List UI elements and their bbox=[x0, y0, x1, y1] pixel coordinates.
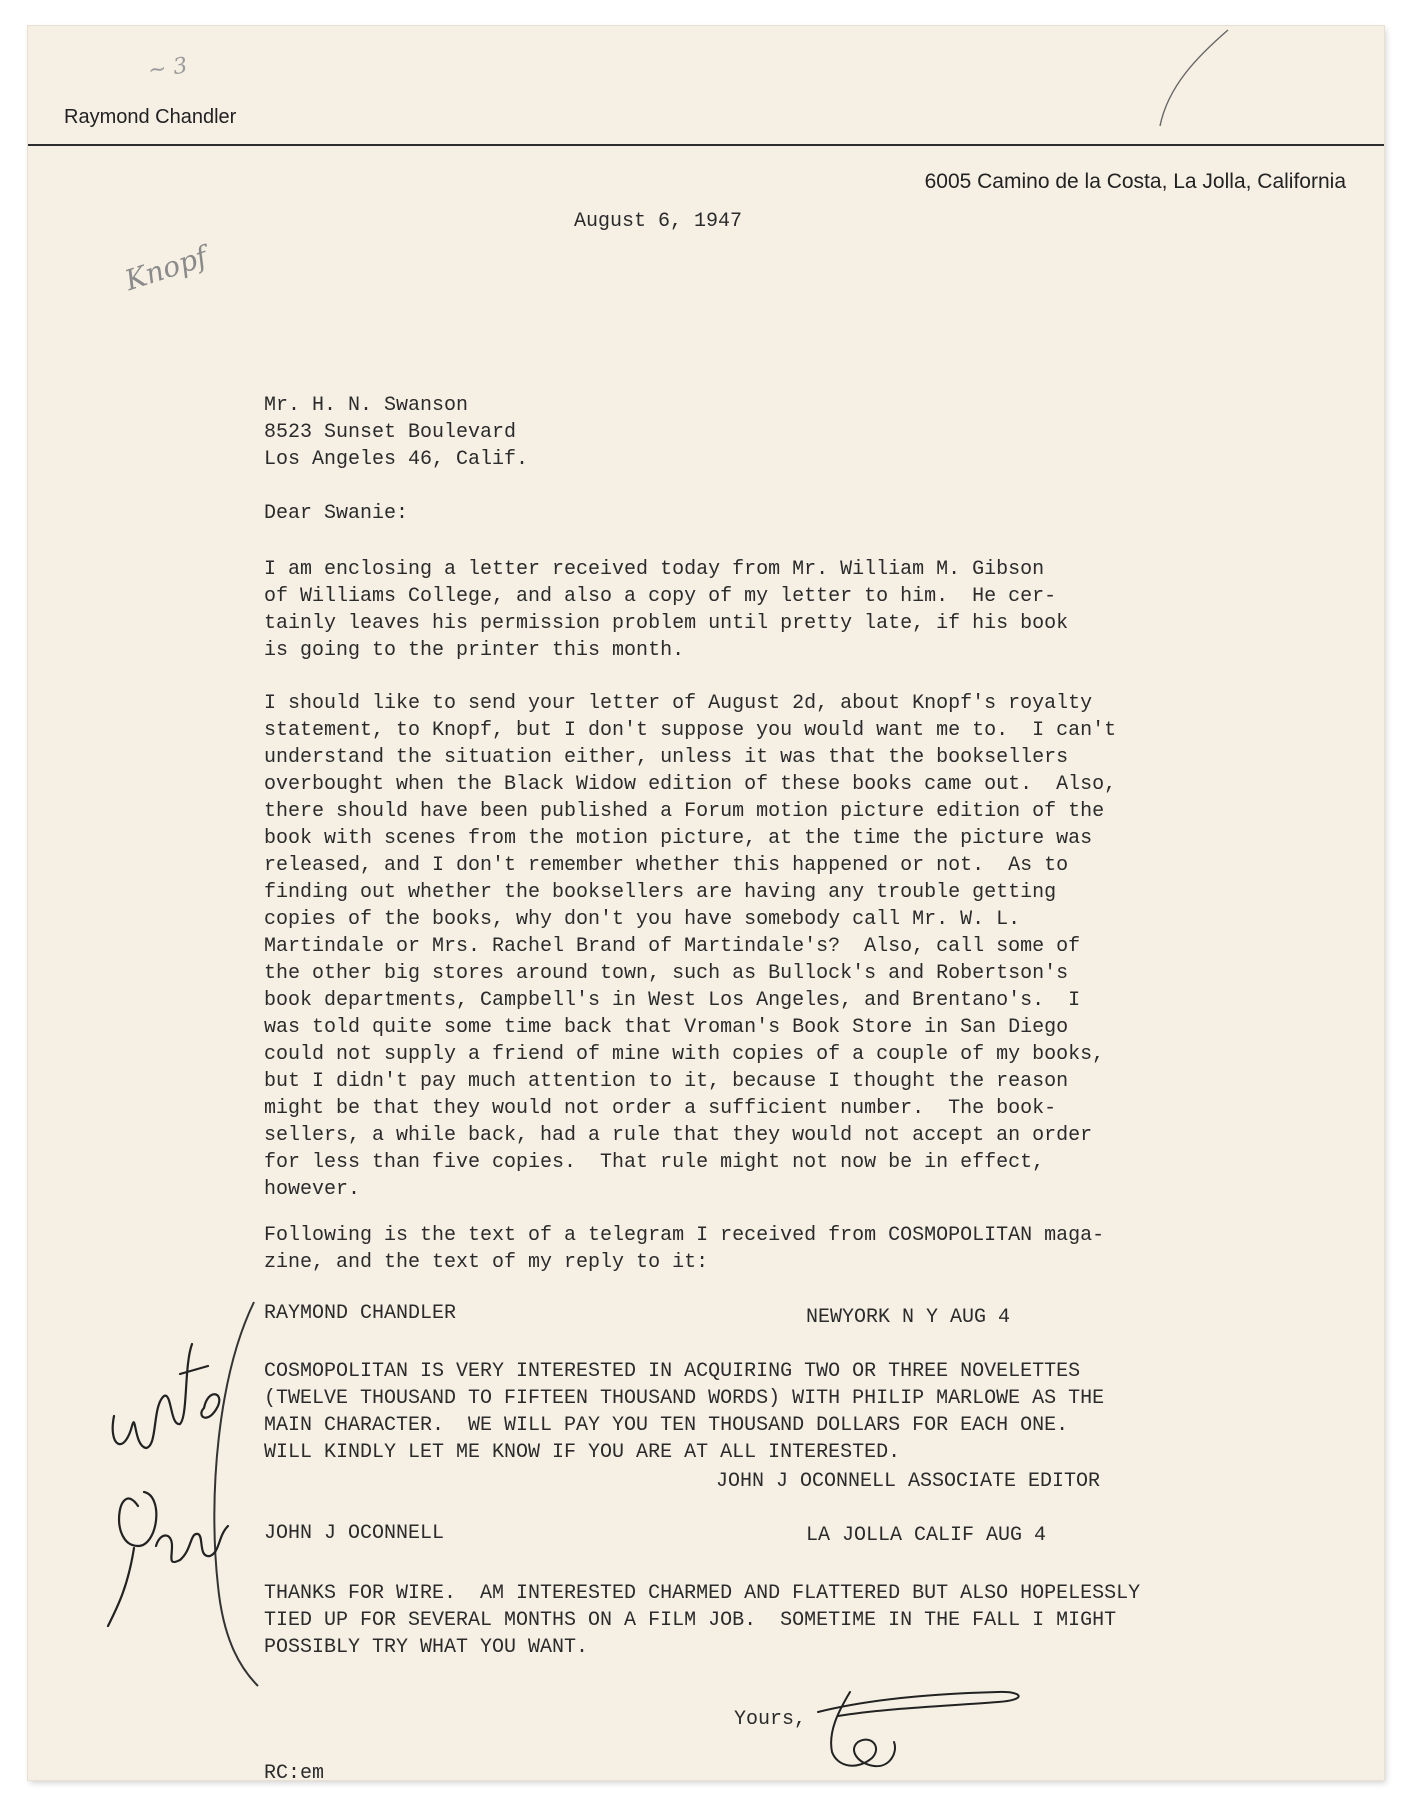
text-line: is going to the printer this month. bbox=[264, 639, 685, 662]
text-line: but I didn't pay much attention to it, because I thought the reason bbox=[264, 1070, 1069, 1093]
text-line: Following is the text of a telegram I received from COSMOPOLITAN maga- bbox=[264, 1224, 1105, 1247]
letterhead-address: 6005 Camino de la Costa, La Jolla, California bbox=[924, 170, 1346, 193]
letterhead-name: Raymond Chandler bbox=[64, 106, 237, 128]
text-line: I should like to send your letter of August 2d, about Knopf's royalty bbox=[264, 692, 1093, 715]
handwritten-margin-annotation bbox=[68, 1296, 268, 1696]
text-line: overbought when the Black Widow edition of these books came out. Also, bbox=[264, 773, 1117, 796]
text-line: MAIN CHARACTER. WE WILL PAY YOU TEN THOUSAND DOLLARS FOR EACH ONE. bbox=[264, 1414, 1069, 1437]
text-line: COSMOPOLITAN IS VERY INTERESTED IN ACQUIRING TWO OR THREE NOVELETTES bbox=[264, 1360, 1081, 1383]
handwritten-knopf-note: Knopf bbox=[120, 239, 212, 298]
addressee-block bbox=[264, 392, 528, 473]
salutation: Dear Swanie: bbox=[264, 502, 409, 525]
letter-date: August 6, 1947 bbox=[574, 210, 743, 233]
text-line: was told quite some time back that Vroman's Book Store in San Diego bbox=[264, 1016, 1069, 1039]
text-line: I am enclosing a letter received today from Mr. William M. Gibson bbox=[264, 558, 1045, 581]
text-line: sellers, a while back, had a rule that they would not accept an order bbox=[264, 1124, 1093, 1147]
telegram-2-origin: LA JOLLA CALIF AUG 4 bbox=[806, 1524, 1047, 1547]
addressee-line: 8523 Sunset Boulevard bbox=[264, 421, 517, 444]
signature-mark bbox=[798, 1672, 1038, 1782]
text-line: the other big stores around town, such as Bullock's and Robertson's bbox=[264, 962, 1069, 985]
paragraph-1 bbox=[264, 556, 1068, 664]
text-line: copies of the books, why don't you have somebody call Mr. W. L. bbox=[264, 908, 1021, 931]
text-line: however. bbox=[264, 1178, 361, 1201]
typist-initials: RC:em bbox=[264, 1762, 325, 1785]
telegram-2-recipient: JOHN J OCONNELL bbox=[264, 1522, 445, 1545]
text-line: book with scenes from the motion picture, at the time the picture was bbox=[264, 827, 1093, 850]
addressee-line: Los Angeles 46, Calif. bbox=[264, 448, 529, 471]
text-line: there should have been published a Forum motion picture edition of the bbox=[264, 800, 1105, 823]
addressee-line: Mr. H. N. Swanson bbox=[264, 394, 469, 417]
text-line: WILL KINDLY LET ME KNOW IF YOU ARE AT ALL INTERESTED. bbox=[264, 1441, 901, 1464]
pen-stroke-corner bbox=[1158, 26, 1258, 136]
text-line: POSSIBLY TRY WHAT YOU WANT. bbox=[264, 1636, 589, 1659]
handwritten-corner-note: ~ 3 bbox=[146, 53, 189, 84]
text-line: of Williams College, and also a copy of my letter to him. He cer- bbox=[264, 585, 1057, 608]
paragraph-2 bbox=[264, 690, 1116, 1203]
text-line: released, and I don't remember whether this happened or not. As to bbox=[264, 854, 1069, 877]
telegram-1-signature: JOHN J OCONNELL ASSOCIATE EDITOR bbox=[716, 1470, 1101, 1493]
text-line: might be that they would not order a sufficient number. The book- bbox=[264, 1097, 1057, 1120]
telegram-1-origin: NEWYORK N Y AUG 4 bbox=[806, 1306, 1011, 1329]
text-line: TIED UP FOR SEVERAL MONTHS ON A FILM JOB. SOMETIME IN THE FALL I MIGHT bbox=[264, 1609, 1117, 1632]
closing: Yours, bbox=[734, 1708, 807, 1731]
letter-sheet bbox=[28, 26, 1384, 1785]
paragraph-3 bbox=[264, 1222, 1104, 1276]
text-line: (TWELVE THOUSAND TO FIFTEEN THOUSAND WORDS) WITH PHILIP MARLOWE AS THE bbox=[264, 1387, 1105, 1410]
text-line: for less than five copies. That rule might not now be in effect, bbox=[264, 1151, 1045, 1174]
telegram-2-body bbox=[264, 1580, 1140, 1661]
text-line: THANKS FOR WIRE. AM INTERESTED CHARMED AND FLATTERED BUT ALSO HOPELESSLY bbox=[264, 1582, 1141, 1605]
letterhead-rule bbox=[28, 144, 1384, 146]
text-line: book departments, Campbell's in West Los Angeles, and Brentano's. I bbox=[264, 989, 1081, 1012]
text-line: could not supply a friend of mine with copies of a couple of my books, bbox=[264, 1043, 1105, 1066]
text-line: statement, to Knopf, but I don't suppose you would want me to. I can't bbox=[264, 719, 1117, 742]
text-line: Martindale or Mrs. Rachel Brand of Martindale's? Also, call some of bbox=[264, 935, 1081, 958]
text-line: finding out whether the booksellers are having any trouble getting bbox=[264, 881, 1057, 904]
text-line: zine, and the text of my reply to it: bbox=[264, 1251, 709, 1274]
telegram-1-recipient: RAYMOND CHANDLER bbox=[264, 1302, 457, 1325]
telegram-1-body bbox=[264, 1358, 1104, 1466]
text-line: tainly leaves his permission problem until pretty late, if his book bbox=[264, 612, 1069, 635]
text-line: understand the situation either, unless it was that the booksellers bbox=[264, 746, 1069, 769]
